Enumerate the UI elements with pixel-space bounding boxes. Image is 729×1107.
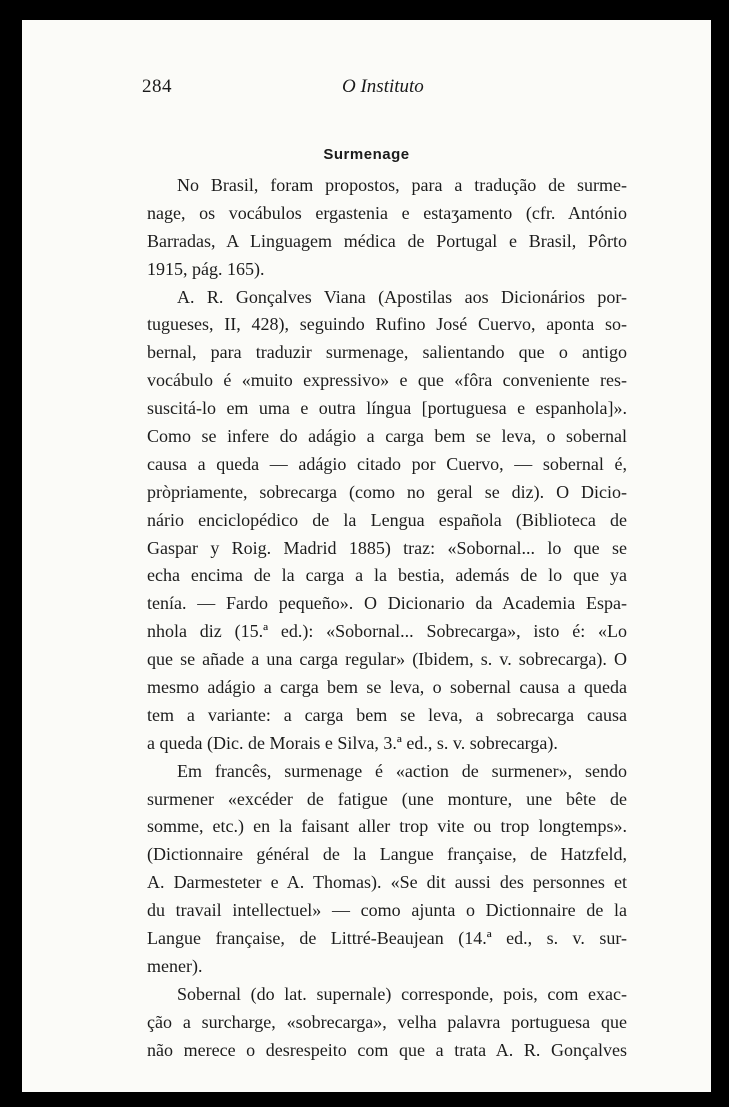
text-line: tem a variante: a carga bem se leva, a sobrecarga causa — [147, 704, 627, 725]
text-line: Sobernal (do lat. supernale) corresponde, pois, com exac- — [177, 983, 627, 1004]
text-line: Barradas, A Linguagem médica de Portugal e Brasil, Pôrto — [147, 230, 627, 251]
text-line: vocábulo é «muito expressivo» e que «fôra conveniente res- — [147, 370, 627, 391]
text-line: tugueses, II, 428), seguindo Rufino José Cuervo, aponta so- — [147, 314, 627, 335]
text-line: não merece o desrespeito com que a trata A. R. Gonçalves — [147, 1039, 627, 1060]
text-line: tenía. — Fardo pequeño». O Dicionario da Academia Espa- — [147, 593, 627, 614]
text-line: que se añade a una carga regular» (Ibidem, s. v. sobrecarga). O — [147, 649, 627, 670]
text-line: nhola diz (15.ª ed.): «Sobornal... Sobrecarga», isto é: «Lo — [147, 621, 627, 642]
text-line: mener). — [147, 955, 203, 976]
text-line: du travail intellectuel» — como ajunta o Dictionnaire de la — [147, 900, 627, 921]
running-title: O Instituto — [342, 76, 424, 97]
paragraph — [147, 758, 627, 981]
text-line: surmener «excéder de fatigue (une monture, une bête de — [147, 788, 627, 809]
text-line: nário enciclopédico de la Lengua española (Biblioteca de — [147, 509, 627, 530]
text-line: No Brasil, foram propostos, para a tradução de surme- — [177, 175, 627, 195]
section-title: Surmenage — [323, 146, 410, 163]
book-page — [22, 20, 711, 1092]
text-line: Gaspar y Roig. Madrid 1885) traz: «Sobornal... lo que se — [147, 537, 627, 558]
text-line: pròpriamente, sobrecarga (como no geral se diz). O Dicio- — [147, 481, 627, 502]
text-line: echa encima de la carga a la bestia, además de lo que ya — [147, 565, 627, 586]
text-line: Em francês, surmenage é «action de surmener», sendo — [177, 760, 627, 781]
text-line: ção a surcharge, «sobrecarga», velha palavra portuguesa que — [147, 1011, 627, 1032]
paragraph — [147, 172, 627, 284]
text-line: A. Darmesteter e A. Thomas). «Se dit aussi des personnes et — [147, 872, 627, 893]
text-line: mesmo adágio a carga bem se leva, o sobernal causa a queda — [147, 677, 627, 698]
text-line: somme, etc.) en la faisant aller trop vite ou trop longtemps». — [147, 816, 627, 837]
text-line: (Dictionnaire général de la Langue française, de Hatzfeld, — [147, 844, 627, 865]
text-line: a queda (Dic. de Morais e Silva, 3.ª ed., s. v. sobrecarga). — [147, 732, 558, 753]
text-line: A. R. Gonçalves Viana (Apostilas aos Dicionários por- — [177, 286, 627, 307]
text-line: Langue française, de Littré-Beaujean (14.ª ed., s. v. sur- — [147, 928, 627, 949]
text-line: causa a queda — adágio citado por Cuervo, — sobernal é, — [147, 453, 627, 474]
paragraph — [147, 284, 627, 758]
text-line: 1915, pág. 165). — [147, 258, 265, 279]
text-line: Como se infere do adágio a carga bem se leva, o sobernal — [147, 426, 627, 447]
text-line: nage, os vocábulos ergastenia e estaʒamento (cfr. António — [147, 202, 627, 223]
text-line: suscitá-lo em uma e outra língua [portuguesa e espanhola]». — [147, 398, 627, 419]
page-number: 284 — [142, 76, 172, 97]
page-header — [142, 76, 671, 106]
body-text — [147, 172, 627, 1065]
text-line: bernal, para traduzir surmenage, salientando que o antigo — [147, 342, 627, 363]
paragraph — [147, 981, 627, 1065]
